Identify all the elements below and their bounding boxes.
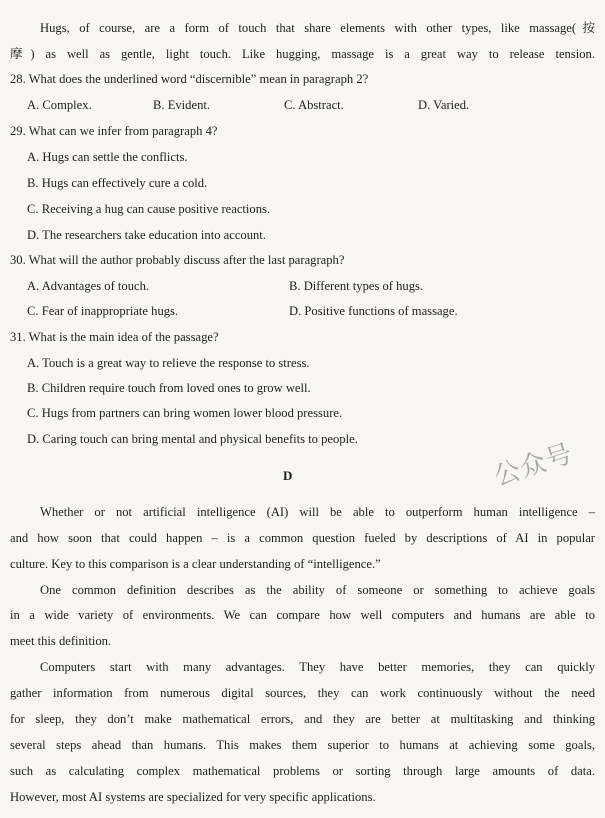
question-30-options-row2 [27, 303, 605, 319]
paragraph-line: One common definition describes as the ability of someone or something to achieve goals [40, 583, 595, 597]
option-a: A. Advantages of touch. [27, 279, 150, 293]
paragraph-line: Computers start with many advantages. They have better memories, they can quickly [40, 660, 595, 674]
paragraph-line: and how soon that could happen – is a common question fueled by descriptions of AI in popular [10, 531, 595, 545]
paragraph-line: culture. Key to this comparison is a clear understanding of “intelligence.” [10, 557, 381, 571]
paragraph-line: 摩) as well as gentle, light touch. Like hugging, massage is a great way to release tension. [10, 47, 595, 61]
option-d: D. Caring touch can bring mental and physical benefits to people. [27, 432, 358, 446]
option-b: B. Different types of hugs. [289, 279, 424, 293]
question-28-options [27, 97, 605, 113]
question-30-stem: 30. What will the author probably discuss after the last paragraph? [10, 253, 345, 267]
question-31-stem: 31. What is the main idea of the passage? [10, 330, 219, 344]
option-d: D. Varied. [418, 98, 470, 112]
option-a: A. Touch is a great way to relieve the response to stress. [27, 356, 310, 370]
option-a: A. Complex. [27, 98, 92, 112]
question-29-stem: 29. What can we infer from paragraph 4? [10, 124, 218, 138]
section-heading: D [283, 468, 293, 483]
option-a: A. Hugs can settle the conflicts. [27, 150, 188, 164]
question-30-options-row1 [27, 278, 605, 294]
paragraph-line: in a wide variety of environments. We can compare how well computers and humans are able to [10, 608, 595, 622]
paragraph-line: Whether or not artificial intelligence (AI) will be able to outperform human intelligence – [40, 505, 595, 519]
option-c: C. Fear of inappropriate hugs. [27, 304, 179, 318]
option-b: B. Evident. [153, 98, 211, 112]
option-c: C. Hugs from partners can bring women lower blood pressure. [27, 406, 343, 420]
option-d: D. The researchers take education into account. [27, 228, 266, 242]
paragraph-line: Hugs, of course, are a form of touch that share elements with other types, like massage(按 [40, 21, 595, 35]
option-c: C. Receiving a hug can cause positive reactions. [27, 202, 271, 216]
paragraph-line: several steps ahead than humans. This makes them superior to humans at achieving some goals, [10, 738, 595, 752]
paragraph-line: However, most AI systems are specialized for very specific applications. [10, 790, 376, 804]
watermark: 公众号 [490, 438, 577, 493]
paragraph-line: meet this definition. [10, 634, 112, 648]
question-28-stem: 28. What does the underlined word “discernible” mean in paragraph 2? [10, 72, 369, 86]
option-c: C. Abstract. [284, 98, 344, 112]
option-d: D. Positive functions of massage. [289, 304, 458, 318]
paragraph-line: gather information from numerous digital sources, they can work continuously without the need [10, 686, 595, 700]
paragraph-line: such as calculating complex mathematical problems or sorting through large amounts of data. [10, 764, 595, 778]
option-b: B. Hugs can effectively cure a cold. [27, 176, 208, 190]
paragraph-line: for sleep, they don’t make mathematical errors, and they are better at multitasking and thinking [10, 712, 595, 726]
option-b: B. Children require touch from loved ones to grow well. [27, 381, 311, 395]
